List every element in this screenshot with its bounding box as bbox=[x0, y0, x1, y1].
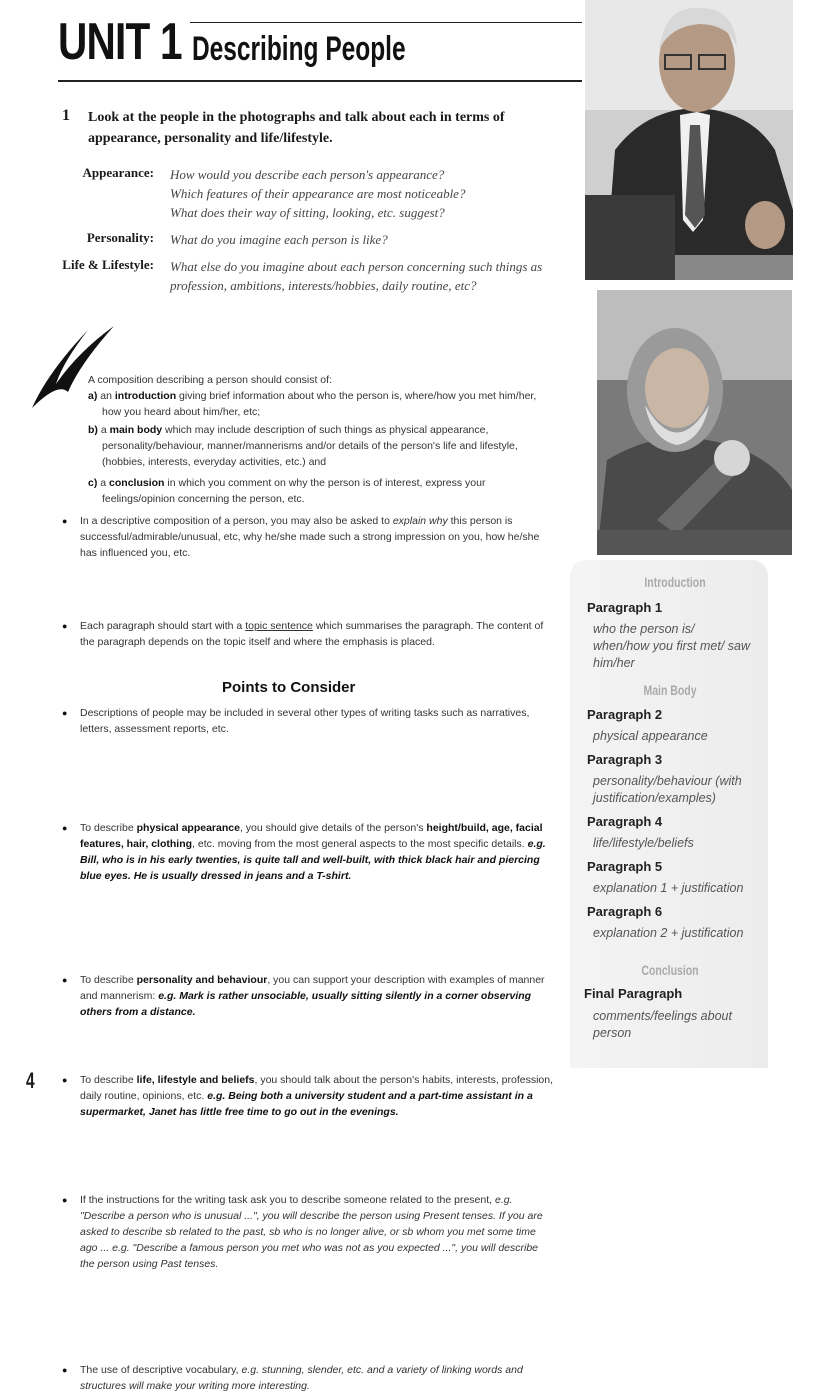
point-text: If the instructions for the writing task ask you to describe someone related to the present, bbox=[80, 1194, 493, 1206]
bullet-text: Descriptions of people may be included in several other types of writing tasks such as narratives, letters, assessment reports, etc. bbox=[80, 707, 530, 735]
point-text: To describe bbox=[80, 822, 134, 834]
points-title: Points to Consider bbox=[222, 679, 356, 696]
point-text: To describe bbox=[80, 974, 134, 986]
part-a-pre: an bbox=[100, 390, 112, 402]
lifestyle-label: Life & Lifestyle: bbox=[62, 257, 154, 272]
sidebar-paragraph-6: Paragraph 6 bbox=[587, 904, 663, 919]
sidebar-note-2: physical appearance bbox=[593, 729, 708, 743]
businessman-illustration bbox=[585, 0, 793, 280]
point-item bbox=[62, 1072, 554, 1120]
point-text: , you can support your description with examples of manner and mannerism: bbox=[80, 974, 545, 1002]
bullet-text: In a descriptive composition of a person, you may also be asked to bbox=[80, 515, 390, 527]
bullet-text: this person is successful/admirable/unusual, etc, why he/she made such a strong impression on you, how he/she has influenced you, etc. bbox=[80, 515, 540, 559]
composition-bullet bbox=[62, 705, 554, 737]
appearance-question: Which features of their appearance are most noticeable? bbox=[170, 186, 466, 201]
sidebar-note-final: comments/feelings about person bbox=[593, 1009, 732, 1040]
sidebar-note-3: personality/behaviour (with justification/examples) bbox=[593, 774, 742, 805]
point-term: physical appearance bbox=[136, 822, 240, 834]
composition-bullet bbox=[62, 513, 554, 561]
composition-intro: A composition describing a person should consist of: bbox=[88, 374, 332, 386]
point-text: To describe bbox=[80, 1074, 134, 1086]
sidebar-paragraph-3: Paragraph 3 bbox=[587, 752, 663, 767]
part-a-term: introduction bbox=[114, 390, 177, 402]
part-c-mark: c) bbox=[88, 477, 98, 489]
sidebar-final-paragraph: Final Paragraph bbox=[584, 986, 683, 1001]
sidebar-main-body-heading: Main Body bbox=[643, 682, 697, 698]
unit-label: UNIT 1 bbox=[58, 13, 182, 71]
sidebar-note-5: explanation 1 + justification bbox=[593, 881, 744, 895]
point-example: e.g. Being both a university student and a part-time assistant in a supermarket, Janet has little free time to go out in the evenings. bbox=[80, 1090, 533, 1118]
personality-label: Personality: bbox=[86, 230, 154, 245]
sidebar-paragraph-2: Paragraph 2 bbox=[587, 707, 663, 722]
sidebar-paragraph-1: Paragraph 1 bbox=[587, 600, 663, 615]
photo-businessman bbox=[585, 0, 793, 280]
part-b-term: main body bbox=[109, 424, 163, 436]
point-term: life, lifestyle and beliefs bbox=[136, 1074, 255, 1086]
photo-bearded-man bbox=[597, 290, 792, 555]
point-item bbox=[62, 820, 554, 884]
point-item bbox=[62, 972, 554, 1020]
bearded-man-illustration bbox=[597, 290, 792, 555]
part-b-mark: b) bbox=[88, 424, 98, 436]
bullet-text: Each paragraph should start with a bbox=[80, 620, 243, 632]
composition-bullet bbox=[62, 618, 554, 650]
point-text: , you should talk about the person's habits, interests, profession, daily routine, opinions, etc. bbox=[80, 1074, 554, 1102]
header-top-rule bbox=[190, 22, 582, 23]
point-example: e.g. Mark is rather unsociable, usually sitting silently in a corner observing others from a distance. bbox=[80, 990, 532, 1018]
sidebar-paragraph-4: Paragraph 4 bbox=[587, 814, 663, 829]
point-text: , etc. moving from the most general aspects to the most specific details. bbox=[192, 838, 525, 850]
point-example: e.g. stunning, slender, etc. and a variety of linking words and structures will make your writing more interesting. bbox=[80, 1364, 523, 1392]
exercise-instruction: Look at the people in the photographs and talk about each in terms of appearance, personality and life/lifestyle. bbox=[88, 110, 505, 146]
point-text: , you should give details of the person's bbox=[239, 822, 424, 834]
point-term: height/build, age, facial features, hair, clothing bbox=[80, 822, 543, 850]
point-item bbox=[62, 1362, 554, 1394]
appearance-question: How would you describe each person's appearance? bbox=[170, 167, 445, 182]
point-item bbox=[62, 1192, 554, 1272]
part-a-text: giving brief information about who the person is, where/how you met him/her, how you heard about him/her, etc; bbox=[102, 390, 537, 418]
part-c-text: in which you comment on why the person is of interest, express your feelings/opinion concerning the person, etc. bbox=[102, 477, 486, 505]
part-c-term: conclusion bbox=[109, 477, 165, 489]
page-number: 4 bbox=[26, 1068, 35, 1093]
lifestyle-questions bbox=[170, 257, 570, 295]
lifestyle-question: What else do you imagine about each person concerning such things as bbox=[170, 259, 543, 274]
point-example: e.g. Bill, who is in his early twenties, is quite tall and well-built, with thick black hair and piercing blue eyes. He is usually dressed in jeans and a T-shirt. bbox=[80, 838, 546, 882]
composition-part-a bbox=[88, 388, 542, 420]
personality-question: What do you imagine each person is like? bbox=[170, 232, 388, 247]
sidebar-note-6: explanation 2 + justification bbox=[593, 926, 744, 940]
bullet-text: which summarises the paragraph. The content of the paragraph depends on the topic itself and where the emphasis is placed. bbox=[80, 620, 544, 648]
appearance-question: What does their way of sitting, looking, etc. suggest? bbox=[170, 205, 445, 220]
lifestyle-question: profession, ambitions, interests/hobbies, daily routine, etc? bbox=[170, 278, 477, 293]
page-title: Describing People bbox=[192, 30, 406, 68]
bullet-emphasis: explain why bbox=[392, 515, 448, 527]
sidebar-note-4: life/lifestyle/beliefs bbox=[593, 836, 694, 850]
point-term: personality and behaviour bbox=[136, 974, 268, 986]
composition-part-b bbox=[88, 422, 542, 470]
sidebar-paragraph-5: Paragraph 5 bbox=[587, 859, 663, 874]
part-a-mark: a) bbox=[88, 390, 98, 402]
point-example: e.g. "Describe a person who is unusual ...", you will describe the person using Present tenses. If you are asked to describe sb related to the past, sb who is no longer alive, or sb whom you met some time ago ... e.g. "Describe a famous person you met who was not as you expected ...", you will describe the person using Past tenses. bbox=[80, 1194, 543, 1270]
exercise-number: 1 bbox=[62, 107, 70, 124]
part-b-pre: a bbox=[100, 424, 107, 436]
sidebar-conclusion-heading: Conclusion bbox=[641, 962, 699, 978]
header-bottom-rule bbox=[58, 80, 582, 82]
sidebar-introduction-heading: Introduction bbox=[644, 574, 706, 590]
bullet-emphasis: topic sentence bbox=[245, 620, 313, 632]
appearance-label: Appearance: bbox=[82, 165, 154, 180]
part-b-text: which may include description of such things as physical appearance, personality/behaviour, manner/mannerisms and/or details of the person's life and lifestyle, (hobbies, interests, everyday activities, etc.) and bbox=[102, 424, 518, 468]
part-c-pre: a bbox=[100, 477, 107, 489]
sidebar-note-1: who the person is/ when/how you first met/ saw him/her bbox=[593, 622, 751, 670]
point-text: The use of descriptive vocabulary, bbox=[80, 1364, 239, 1376]
composition-part-c bbox=[88, 475, 542, 507]
appearance-questions bbox=[170, 165, 570, 222]
